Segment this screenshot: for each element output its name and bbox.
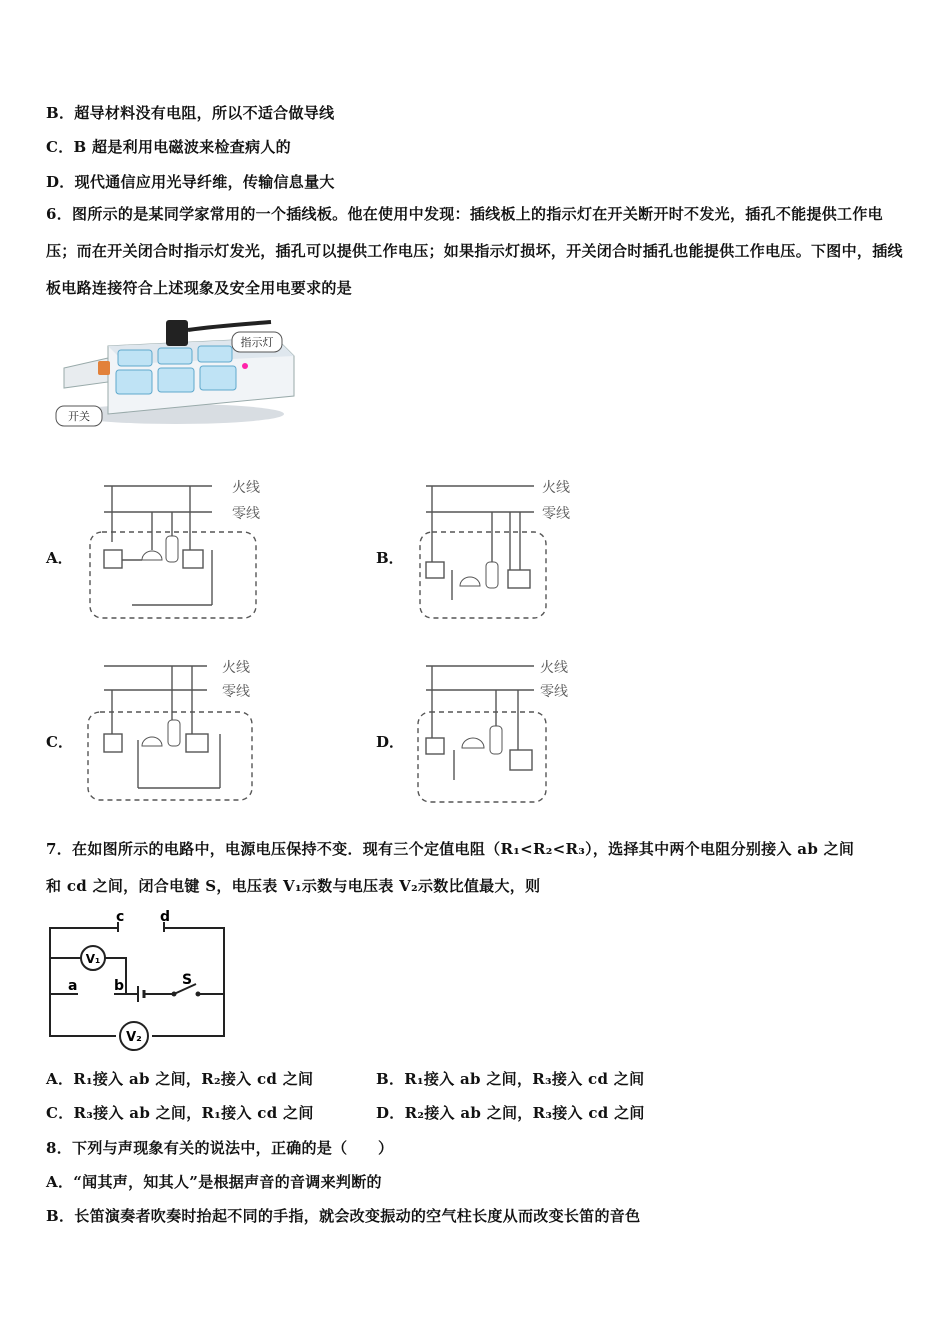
- q6-stem: 6．图所示的是某同学家常用的一个插线板。他在使用中发现：插线板上的指示灯在开关断开时不发光，插孔不能提供工作电压；而在开关闭合时指示灯发光，插孔可以提供工作电压；如果指示灯损坏，开关闭合时插孔也能提供工作电压。下图中，插线板电路连接符合上述现象及安全用电要求的是: [46, 205, 903, 297]
- terminal-a-label: a: [68, 978, 78, 994]
- neutral-wire-label: 零线: [542, 506, 570, 522]
- q6-option-b-label: B．: [376, 549, 404, 567]
- q6-option-d-circuit: [412, 650, 602, 810]
- live-wire-label: 火线: [542, 480, 570, 496]
- q7-option-c: C．R₃接入 ab 之间，R₁接入 cd 之间: [46, 1104, 314, 1122]
- q7-stem-line1: 7．在如图所示的电路中，电源电压保持不变．现有三个定值电阻（R₁<R₂<R₃），选择其中两个电阻分别接入 ab 之间: [46, 840, 855, 858]
- live-wire-label: 火线: [540, 660, 568, 676]
- neutral-wire-label: 零线: [232, 506, 260, 522]
- q6-option-b-circuit: [412, 470, 602, 630]
- q8-stem: 8．下列与声现象有关的说法中，正确的是（ ）: [46, 1139, 394, 1157]
- q7-option-d: D．R₂接入 ab 之间，R₃接入 cd 之间: [376, 1104, 645, 1122]
- live-wire-label: 火线: [232, 480, 260, 496]
- q7-stem-line2: 和 cd 之间，闭合电键 S，电压表 V₁示数与电压表 V₂示数比值最大，则: [46, 877, 541, 895]
- q7-option-a: A．R₁接入 ab 之间，R₂接入 cd 之间: [46, 1070, 314, 1088]
- q5-option-c: C．B 超是利用电磁波来检查病人的: [46, 138, 291, 156]
- live-wire-label: 火线: [222, 660, 250, 676]
- q6-option-a-label: A．: [46, 549, 73, 567]
- terminal-c-label: c: [116, 910, 125, 925]
- q7-option-b: B．R₁接入 ab 之间，R₃接入 cd 之间: [376, 1070, 645, 1088]
- indicator-label: 指示灯: [240, 336, 274, 349]
- switch-label: 开关: [68, 410, 90, 423]
- q6-option-c-label: C．: [46, 733, 73, 751]
- neutral-wire-label: 零线: [540, 684, 568, 700]
- voltmeter-v1-label: V₁: [85, 952, 101, 966]
- q6-option-a-circuit: [82, 470, 272, 630]
- neutral-wire-label: 零线: [222, 684, 250, 700]
- q5-option-b: B．超导材料没有电阻，所以不适合做导线: [46, 104, 335, 122]
- q6-option-d-label: D．: [376, 733, 405, 751]
- q6-option-c-circuit: [82, 650, 272, 810]
- q7-circuit-diagram: [46, 910, 236, 1060]
- voltmeter-v2-label: V₂: [126, 1030, 142, 1045]
- q5-option-d: D．现代通信应用光导纤维，传输信息量大: [46, 173, 335, 191]
- switch-s-label: S: [182, 972, 193, 988]
- q8-option-a: A．“闻其声，知其人”是根据声音的音调来判断的: [46, 1173, 382, 1191]
- q8-option-b: B．长笛演奏者吹奏时抬起不同的手指，就会改变振动的空气柱长度从而改变长笛的音色: [46, 1207, 641, 1225]
- terminal-b-label: b: [114, 978, 125, 994]
- terminal-d-label: d: [160, 910, 171, 925]
- power-strip-photo: [46, 316, 296, 436]
